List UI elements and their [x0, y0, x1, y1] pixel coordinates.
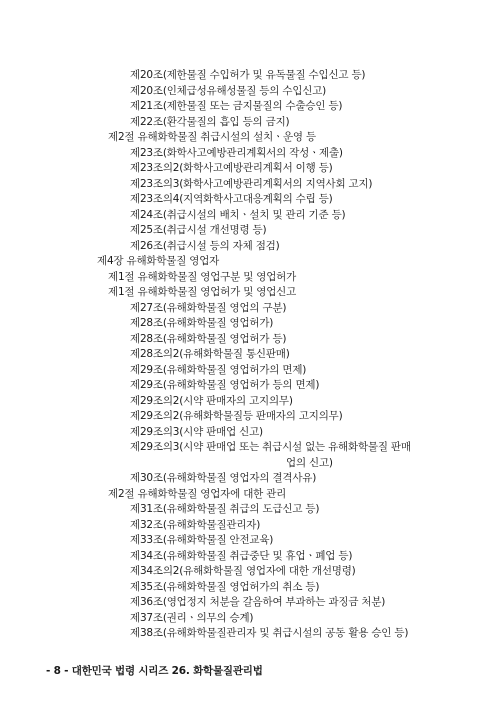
toc-article-entry: 제28조(유해화학물질 영업허가 등) — [130, 332, 287, 345]
toc-article-entry: 제28조의2(유해화학물질 통신판매) — [130, 348, 290, 360]
page-footer: - 8 - 대한민국 법령 시리즈 26. 화학물질관리법 — [46, 665, 263, 677]
toc-article-entry: 제35조(유해화학물질 영업허가의 취소 등) — [130, 580, 320, 593]
toc-cont-entry: 업의 신고) — [286, 456, 333, 469]
toc-article-entry: 제29조의3(시약 판매업 또는 취급시설 없는 유해화학물질 판매 — [130, 441, 411, 453]
toc-section-entry: 제2절 유해화학물질 영업자에 대한 관리 — [108, 487, 287, 500]
toc-article-entry: 제29조의3(시약 판매업 신고) — [130, 425, 263, 438]
toc-article-entry: 제24조(취급시설의 배치ㆍ설치 및 관리 기준 등) — [130, 208, 346, 221]
table-of-contents — [0, 68, 500, 642]
toc-article-entry: 제29조(유해화학물질 영업허가의 면제) — [130, 363, 307, 376]
toc-article-entry: 제36조(영업정지 처분을 갈음하여 부과하는 과징금 처분) — [130, 596, 386, 608]
toc-article-entry: 제29조의2(시약 판매자의 고지의무) — [130, 394, 293, 407]
toc-article-entry: 제20조(제한물질 수입허가 및 유독물질 수입신고 등) — [130, 69, 366, 81]
toc-article-entry: 제29조의2(유해화학물질등 판매자의 고지의무) — [130, 410, 343, 422]
toc-chapter-entry: 제4장 유해화학물질 영업자 — [97, 255, 220, 267]
toc-article-entry: 제20조(인체급성유해성물질 등의 수입신고) — [130, 84, 327, 97]
toc-article-entry: 제23조의2(화학사고예방관리계획서 이행 등) — [130, 162, 333, 174]
toc-article-entry: 제28조(유해화학물질 영업허가) — [130, 317, 274, 329]
toc-article-entry: 제25조(취급시설 개선명령 등) — [130, 224, 267, 236]
toc-article-entry: 제23조(화학사고예방관리계획서의 작성ㆍ제출) — [130, 146, 343, 159]
toc-article-entry: 제32조(유해화학물질관리자) — [130, 518, 261, 531]
toc-article-entry: 제34조의2(유해화학물질 영업자에 대한 개선명령) — [130, 565, 356, 577]
toc-article-entry: 제22조(환각물질의 흡입 등의 금지) — [130, 115, 290, 128]
toc-article-entry: 제23조의3(화학사고예방관리계획서의 지역사회 고지) — [130, 177, 373, 190]
toc-article-entry: 제27조(유해화학물질 영업의 구분) — [130, 301, 287, 314]
toc-section-entry: 제1절 유해화학물질 영업구분 및 영업허가 — [108, 270, 297, 283]
toc-article-entry: 제33조(유해화학물질 안전교육) — [130, 534, 274, 546]
toc-article-entry: 제30조(유해화학물질 영업자의 결격사유) — [130, 472, 317, 484]
toc-article-entry: 제31조(유해화학물질 취급의 도급신고 등) — [130, 503, 320, 515]
toc-article-entry: 제38조(유해화학물질관리자 및 취급시설의 공동 활용 승인 등) — [130, 627, 409, 639]
toc-section-entry: 제1절 유해화학물질 영업허가 및 영업신고 — [108, 286, 297, 298]
toc-article-entry: 제37조(권리ㆍ의무의 승계) — [130, 611, 254, 624]
toc-section-entry: 제2절 유해화학물질 취급시설의 설치ㆍ운영 등 — [108, 131, 316, 143]
toc-article-entry: 제34조(유해화학물질 취급중단 및 휴업ㆍ폐업 등) — [130, 549, 353, 562]
toc-article-entry: 제23조의4(지역화학사고대응계획의 수립 등) — [130, 193, 333, 205]
toc-article-entry: 제26조(취급시설 등의 자체 점검) — [130, 239, 280, 252]
toc-article-entry: 제29조(유해화학물질 영업허가 등의 면제) — [130, 379, 320, 391]
toc-article-entry: 제21조(제한물질 또는 금지물질의 수출승인 등) — [130, 100, 343, 112]
